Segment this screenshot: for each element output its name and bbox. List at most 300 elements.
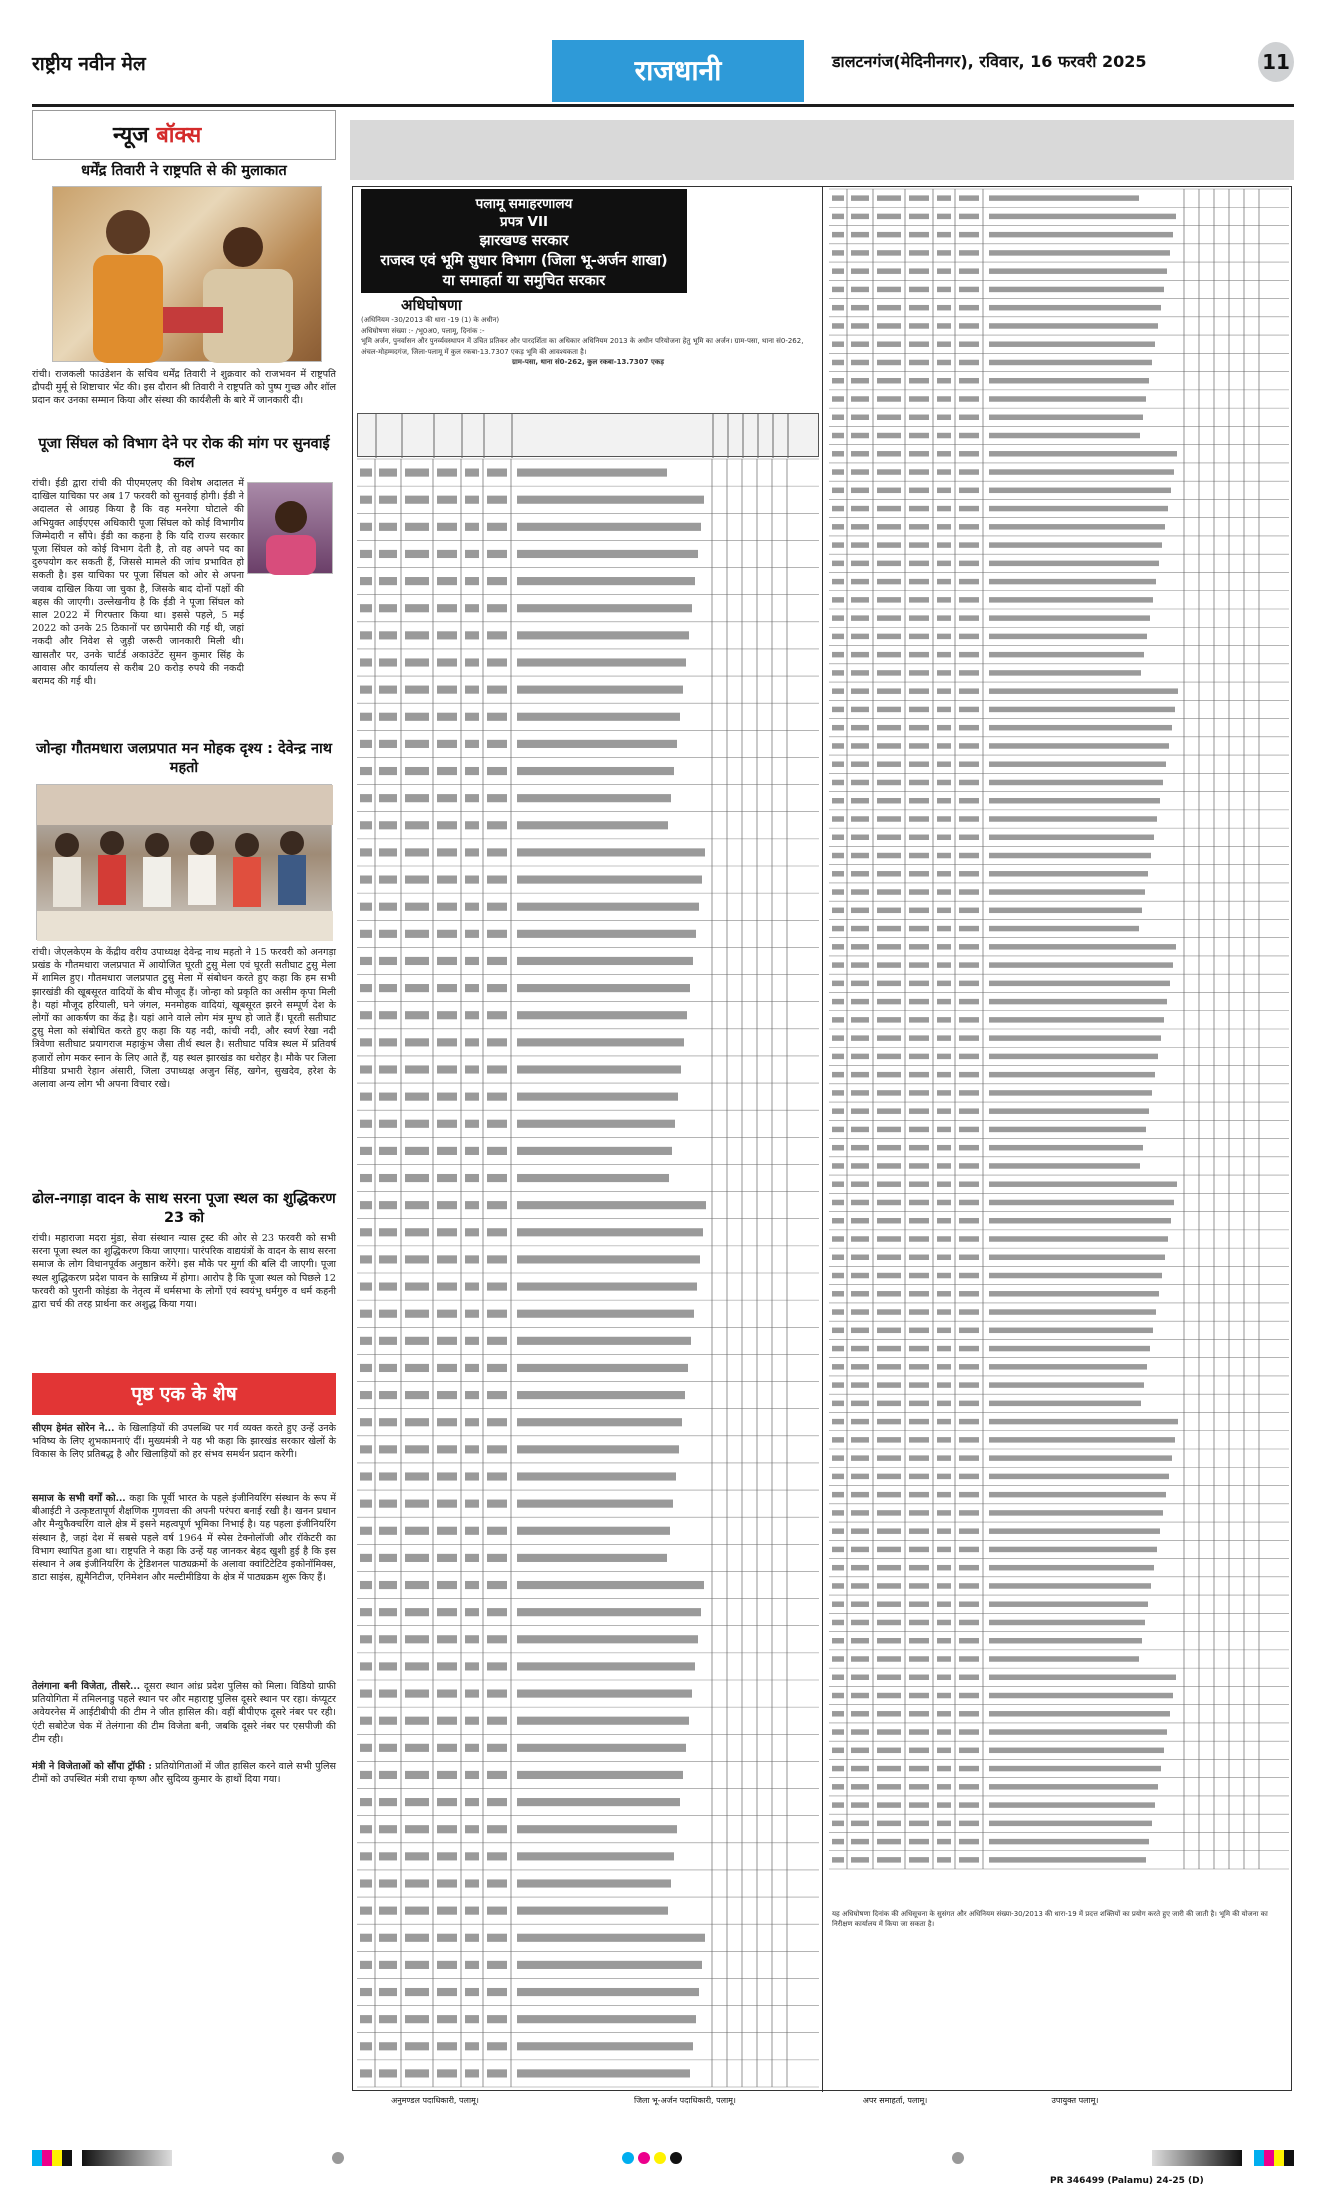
fine-print-cell: [851, 962, 869, 967]
story-photo-event: [36, 784, 332, 940]
fine-print-cell: [989, 561, 1159, 566]
fine-print-cell: [851, 378, 869, 383]
fine-print-cell: [989, 396, 1146, 401]
fine-print-cell: [379, 1445, 397, 1453]
fine-print-cell: [851, 725, 869, 730]
fine-print-cell: [909, 1565, 929, 1570]
fine-print-cell: [877, 1054, 901, 1059]
fine-print-cell: [989, 1054, 1158, 1059]
fine-print-cell: [517, 1228, 703, 1236]
signature-block: [360, 2095, 1290, 2155]
fine-print-cell: [360, 930, 372, 938]
fine-print-cell: [465, 1364, 479, 1372]
fine-print-cell: [877, 1437, 901, 1442]
fine-print-cell: [517, 957, 693, 965]
fine-print-cell: [437, 2069, 457, 2077]
fine-print-cell: [379, 1852, 397, 1860]
fine-print-cell: [959, 1309, 979, 1314]
fine-print-cell: [989, 1601, 1148, 1606]
fine-print-cell: [959, 378, 979, 383]
fine-print-cell: [379, 1662, 397, 1670]
fine-print-cell: [959, 1766, 979, 1771]
fine-print-cell: [379, 794, 397, 802]
fine-print-cell: [909, 688, 929, 693]
fine-print-cell: [487, 2015, 507, 2023]
fine-print-cell: [437, 1635, 457, 1643]
fine-print-cell: [937, 707, 951, 712]
fine-print-cell: [937, 688, 951, 693]
fine-print-cell: [832, 926, 844, 931]
fine-print-cell: [877, 287, 901, 292]
fine-print-cell: [379, 984, 397, 992]
fine-print-cell: [989, 944, 1176, 949]
fine-print-cell: [937, 1419, 951, 1424]
story-headline: पूजा सिंघल को विभाग देने पर रोक की मांग पर सुनवाई कल: [38, 436, 330, 471]
fine-print-cell: [465, 1717, 479, 1725]
fine-print-cell: [909, 1291, 929, 1296]
fine-print-cell: [517, 1527, 670, 1535]
fine-print-cell: [832, 1382, 844, 1387]
fine-print-cell: [937, 1638, 951, 1643]
fine-print-cell: [851, 561, 869, 566]
fine-print-cell: [379, 1554, 397, 1562]
fine-print-cell: [517, 1689, 692, 1697]
fine-print-cell: [877, 542, 901, 547]
fine-print-cell: [851, 341, 869, 346]
fine-print-cell: [909, 1620, 929, 1625]
fine-print-cell: [877, 415, 901, 420]
fine-print-cell: [437, 1825, 457, 1833]
fine-print-cell: [937, 451, 951, 456]
fine-print-cell: [989, 232, 1173, 237]
fine-print-cell: [517, 1554, 667, 1562]
fine-print-cell: [937, 232, 951, 237]
fine-print-cell: [989, 1547, 1157, 1552]
register-dot: [952, 2152, 964, 2164]
fine-print-cell: [959, 597, 979, 602]
fine-print-cell: [405, 740, 429, 748]
fine-print-cell: [877, 1072, 901, 1077]
yellow-swatch: [1274, 2150, 1284, 2166]
fine-print-cell: [877, 1821, 901, 1826]
fine-print-cell: [937, 1748, 951, 1753]
fine-print-cell: [465, 1174, 479, 1182]
fine-print-cell: [989, 415, 1143, 420]
fine-print-cell: [959, 670, 979, 675]
fine-print-cell: [851, 597, 869, 602]
fine-print-cell: [959, 981, 979, 986]
fine-print-cell: [989, 1766, 1161, 1771]
fine-print-cell: [959, 195, 979, 200]
fine-print-cell: [379, 1581, 397, 1589]
fine-print-cell: [437, 1255, 457, 1263]
notice-ref: अधिघोषणा संख्या :- /भू0अ0, पलामू, दिनांक :-: [361, 326, 485, 335]
fine-print-cell: [909, 1200, 929, 1205]
ad-banner-placeholder: [350, 120, 1294, 180]
fine-print-cell: [937, 1583, 951, 1588]
fine-print-cell: [937, 871, 951, 876]
fine-print-cell: [360, 1608, 372, 1616]
fine-print-cell: [379, 1418, 397, 1426]
fine-print-cell: [360, 1093, 372, 1101]
fine-print-cell: [487, 523, 507, 531]
fine-print-cell: [877, 615, 901, 620]
fine-print-cell: [959, 1218, 979, 1223]
fine-print-cell: [517, 1472, 676, 1480]
fine-print-cell: [937, 798, 951, 803]
fine-print-cell: [909, 488, 929, 493]
fine-print-cell: [877, 1200, 901, 1205]
fine-print-cell: [405, 2042, 429, 2050]
fine-print-cell: [405, 1228, 429, 1236]
fine-print-cell: [487, 686, 507, 694]
fine-print-cell: [909, 1401, 929, 1406]
signature-dc: उपायुक्त पलामू।: [1051, 2096, 1099, 2105]
fine-print-cell: [832, 999, 844, 1004]
fine-print-cell: [517, 1662, 695, 1670]
dept-line: प्रपत्र VII: [500, 214, 548, 230]
fine-print-cell: [465, 984, 479, 992]
fine-print-cell: [465, 1255, 479, 1263]
fine-print-cell: [959, 506, 979, 511]
fine-print-cell: [959, 360, 979, 365]
fine-print-cell: [517, 1744, 686, 1752]
notice-right-panel: [825, 187, 1293, 2092]
fine-print-cell: [465, 1201, 479, 1209]
fine-print-cell: [937, 1547, 951, 1552]
fine-print-cell: [909, 1656, 929, 1661]
fine-print-cell: [832, 323, 844, 328]
fine-print-cell: [832, 1455, 844, 1460]
fine-print-cell: [877, 195, 901, 200]
fine-print-cell: [937, 1528, 951, 1533]
fine-print-cell: [517, 984, 690, 992]
fine-print-cell: [465, 468, 479, 476]
fine-print-cell: [877, 1382, 901, 1387]
fine-print-cell: [379, 767, 397, 775]
fine-print-cell: [989, 1035, 1161, 1040]
fine-print-cell: [465, 631, 479, 639]
fine-print-cell: [959, 469, 979, 474]
fine-print-cell: [909, 944, 929, 949]
fine-print-cell: [989, 1108, 1149, 1113]
fine-print-cell: [989, 1583, 1151, 1588]
fine-print-cell: [877, 1839, 901, 1844]
fine-print-cell: [360, 1472, 372, 1480]
fine-print-cell: [832, 1656, 844, 1661]
fine-print-cell: [465, 496, 479, 504]
fine-print-cell: [959, 1236, 979, 1241]
dept-line: या समाहर्ता या समुचित सरकार: [442, 273, 606, 289]
fine-print-cell: [989, 1474, 1169, 1479]
fine-print-cell: [517, 1581, 704, 1589]
fine-print-cell: [517, 848, 705, 856]
gray-ramp: [82, 2150, 172, 2166]
fine-print-cell: [405, 468, 429, 476]
fine-print-cell: [959, 908, 979, 913]
fine-print-cell: [959, 1547, 979, 1552]
fine-print-cell: [379, 2042, 397, 2050]
fine-print-cell: [877, 1766, 901, 1771]
fine-print-cell: [851, 981, 869, 986]
fine-print-cell: [959, 1401, 979, 1406]
fine-print-cell: [360, 1147, 372, 1155]
fine-print-cell: [909, 743, 929, 748]
color-registration-bar: [32, 2150, 1294, 2166]
fine-print-cell: [832, 1693, 844, 1698]
fine-print-cell: [877, 1309, 901, 1314]
fine-print-cell: [487, 468, 507, 476]
fine-print-cell: [851, 761, 869, 766]
fine-print-cell: [465, 1527, 479, 1535]
fine-print-cell: [851, 1766, 869, 1771]
fine-print-cell: [909, 1766, 929, 1771]
fine-print-cell: [877, 1455, 901, 1460]
fine-print-cell: [851, 396, 869, 401]
fine-print-cell: [832, 944, 844, 949]
fine-print-cell: [437, 1228, 457, 1236]
fine-print-cell: [989, 1419, 1178, 1424]
fine-print-cell: [487, 1934, 507, 1942]
fine-print-cell: [517, 1635, 698, 1643]
fine-print-cell: [832, 1181, 844, 1186]
fine-print-cell: [379, 2069, 397, 2077]
fine-print-cell: [877, 433, 901, 438]
fine-print-cell: [360, 1255, 372, 1263]
fine-print-cell: [959, 1090, 979, 1095]
fine-print-cell: [832, 1200, 844, 1205]
fine-print-cell: [487, 1635, 507, 1643]
fine-print-cell: [465, 1093, 479, 1101]
fine-print-cell: [379, 1337, 397, 1345]
fine-print-cell: [909, 1474, 929, 1479]
fine-print-cell: [487, 1717, 507, 1725]
fine-print-cell: [832, 1419, 844, 1424]
fine-print-cell: [937, 1510, 951, 1515]
fine-print-cell: [437, 1174, 457, 1182]
fine-print-cell: [959, 287, 979, 292]
fine-print-cell: [832, 341, 844, 346]
fine-print-cell: [851, 268, 869, 273]
fine-print-cell: [465, 1635, 479, 1643]
fine-print-cell: [877, 268, 901, 273]
fine-print-cell: [959, 707, 979, 712]
fine-print-cell: [379, 1201, 397, 1209]
fine-print-cell: [851, 1729, 869, 1734]
fine-print-cell: [517, 1065, 681, 1073]
fine-print-cell: [465, 1445, 479, 1453]
fine-print-cell: [465, 1038, 479, 1046]
fine-print-cell: [877, 1857, 901, 1862]
fine-print-cell: [937, 1218, 951, 1223]
fine-print-cell: [832, 1054, 844, 1059]
fine-print-cell: [487, 1961, 507, 1969]
fine-print-cell: [959, 780, 979, 785]
fine-print-cell: [360, 2015, 372, 2023]
fine-print-cell: [959, 615, 979, 620]
fine-print-cell: [465, 875, 479, 883]
fine-print-cell: [360, 496, 372, 504]
fine-print-cell: [989, 1510, 1163, 1515]
page-number: 11: [1258, 42, 1294, 82]
fine-print-cell: [909, 889, 929, 894]
fine-print-cell: [909, 287, 929, 292]
fine-print-cell: [937, 816, 951, 821]
fine-print-cell: [937, 999, 951, 1004]
fine-print-cell: [937, 908, 951, 913]
fine-print-cell: [989, 1346, 1150, 1351]
fine-print-cell: [487, 1744, 507, 1752]
fine-print-cell: [989, 798, 1160, 803]
fine-print-cell: [360, 1581, 372, 1589]
fine-print-cell: [989, 835, 1154, 840]
fine-print-cell: [832, 1857, 844, 1862]
fine-print-cell: [487, 1825, 507, 1833]
fine-print-cell: [909, 871, 929, 876]
fine-print-cell: [851, 1163, 869, 1168]
fine-print-cell: [989, 488, 1171, 493]
fine-print-cell: [937, 1145, 951, 1150]
fine-print-cell: [989, 1291, 1159, 1296]
section-title: राजधानी: [552, 40, 804, 102]
fine-print-cell: [909, 1510, 929, 1515]
fine-print-cell: [851, 469, 869, 474]
fine-print-cell: [405, 903, 429, 911]
fine-print-cell: [851, 214, 869, 219]
fine-print-cell: [937, 1291, 951, 1296]
fine-print-cell: [851, 944, 869, 949]
fine-print-cell: [937, 1711, 951, 1716]
fine-print-cell: [379, 1744, 397, 1752]
fine-print-cell: [379, 1093, 397, 1101]
fine-print-cell: [959, 1437, 979, 1442]
fine-print-cell: [437, 740, 457, 748]
fine-print-cell: [851, 1620, 869, 1625]
fine-print-cell: [937, 597, 951, 602]
fine-print-cell: [959, 250, 979, 255]
fine-print-cell: [937, 670, 951, 675]
fine-print-cell: [989, 780, 1163, 785]
fine-print-cell: [379, 1038, 397, 1046]
fine-print-cell: [487, 631, 507, 639]
fine-print-cell: [959, 761, 979, 766]
fine-print-cell: [909, 1328, 929, 1333]
fine-print-cell: [379, 496, 397, 504]
fine-print-cell: [959, 1382, 979, 1387]
fine-print-cell: [909, 1547, 929, 1552]
fine-print-cell: [405, 1825, 429, 1833]
fine-print-cell: [851, 1547, 869, 1552]
fine-print-cell: [487, 1282, 507, 1290]
fine-print-cell: [959, 433, 979, 438]
fine-print-cell: [379, 1689, 397, 1697]
fine-print-cell: [487, 1391, 507, 1399]
fine-print-cell: [909, 1382, 929, 1387]
fine-print-cell: [360, 848, 372, 856]
fine-print-cell: [832, 816, 844, 821]
fine-print-cell: [465, 848, 479, 856]
fine-print-cell: [405, 2015, 429, 2023]
fine-print-cell: [487, 1907, 507, 1915]
fine-print-cell: [437, 1689, 457, 1697]
fine-print-cell: [877, 597, 901, 602]
fine-print-cell: [851, 1601, 869, 1606]
fine-print-cell: [959, 1802, 979, 1807]
story-1-body: [32, 368, 336, 408]
fine-print-cell: [851, 1108, 869, 1113]
fine-print-cell: [832, 214, 844, 219]
fine-print-cell: [851, 1017, 869, 1022]
fine-print-cell: [989, 1364, 1147, 1369]
fine-print-cell: [465, 1472, 479, 1480]
fine-print-cell: [832, 798, 844, 803]
fine-print-cell: [405, 1852, 429, 1860]
fine-print-cell: [877, 780, 901, 785]
fine-print-cell: [832, 1364, 844, 1369]
fine-print-cell: [877, 214, 901, 219]
fine-print-cell: [937, 1437, 951, 1442]
fine-print-cell: [517, 1038, 684, 1046]
fine-print-cell: [989, 634, 1147, 639]
fine-print-cell: [832, 1127, 844, 1132]
fine-print-cell: [909, 195, 929, 200]
fine-print-cell: [989, 597, 1153, 602]
gray-ramp: [1152, 2150, 1242, 2166]
dept-line: राजस्व एवं भूमि सुधार विभाग (जिला भू-अर्जन शाखा): [380, 253, 668, 269]
fine-print-cell: [405, 496, 429, 504]
fine-print-cell: [832, 1583, 844, 1588]
fine-print-cell: [437, 984, 457, 992]
fine-print-cell: [379, 1472, 397, 1480]
fine-print-cell: [832, 1821, 844, 1826]
fine-print-cell: [877, 1163, 901, 1168]
fine-print-cell: [832, 688, 844, 693]
fine-print-cell: [877, 889, 901, 894]
fine-print-cell: [877, 1802, 901, 1807]
fine-print-cell: [877, 1108, 901, 1113]
fine-print-cell: [487, 1174, 507, 1182]
fine-print-cell: [360, 1689, 372, 1697]
fine-print-cell: [465, 1608, 479, 1616]
fine-print-cell: [989, 1821, 1152, 1826]
fine-print-cell: [989, 451, 1177, 456]
fine-print-cell: [959, 835, 979, 840]
fine-print-cell: [989, 652, 1144, 657]
fine-print-cell: [517, 1771, 683, 1779]
fine-print-cell: [937, 1255, 951, 1260]
fine-print-cell: [832, 871, 844, 876]
fine-print-cell: [360, 1391, 372, 1399]
fine-print-cell: [379, 468, 397, 476]
fine-print-cell: [909, 1181, 929, 1186]
fine-print-cell: [959, 1638, 979, 1643]
fine-print-cell: [937, 268, 951, 273]
fine-print-cell: [465, 604, 479, 612]
fine-print-cell: [909, 1090, 929, 1095]
fine-print-cell: [877, 1291, 901, 1296]
fine-print-cell: [909, 926, 929, 931]
fine-print-cell: [909, 250, 929, 255]
fine-print-cell: [851, 542, 869, 547]
fine-print-cell: [437, 1391, 457, 1399]
fine-print-cell: [937, 1675, 951, 1680]
fine-print-cell: [877, 962, 901, 967]
fine-print-cell: [851, 415, 869, 420]
fine-print-cell: [437, 550, 457, 558]
news-box-title-b: बॉक्स: [156, 123, 202, 148]
fine-print-cell: [877, 1547, 901, 1552]
land-acquisition-notice: [352, 186, 1292, 2091]
